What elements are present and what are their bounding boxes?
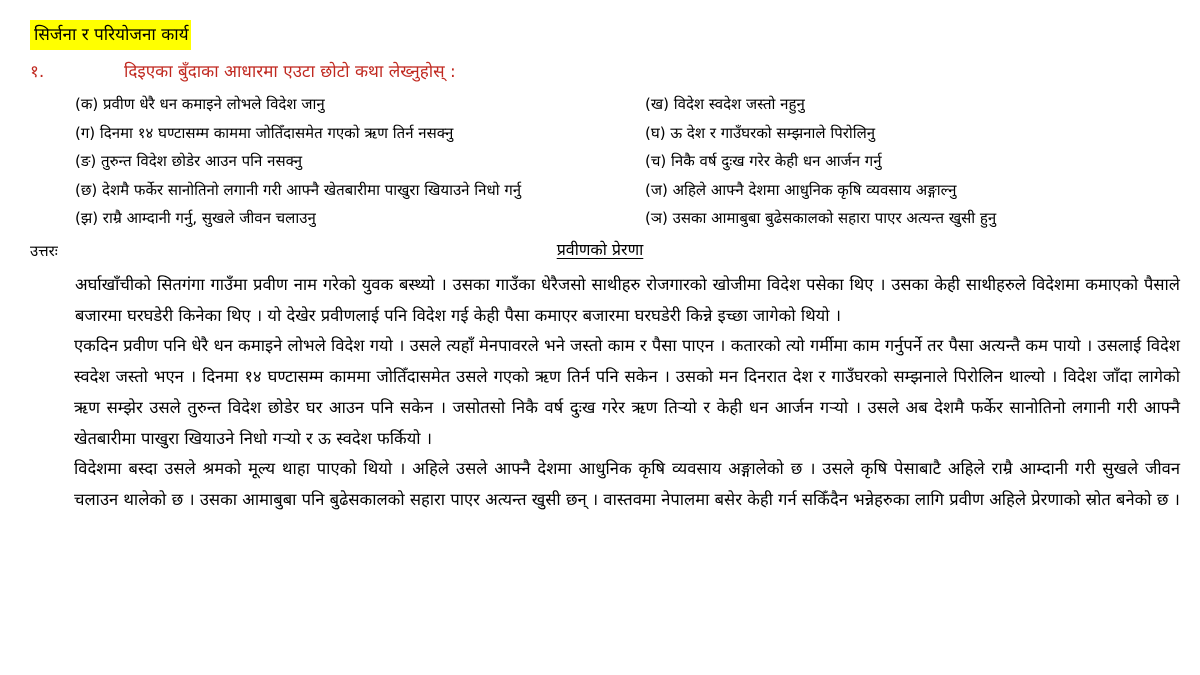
hint-item: (ग) दिनमा १४ घण्टासम्म काममा जोतिँदासमेत गएको ऋण तिर्न नसक्नु [75,123,454,142]
hint-item: (ङ) तुरुन्त विदेश छोडेर आउन पनि नसक्नु [75,152,303,170]
story-paragraph: विदेशमा बस्दा उसले श्रमको मूल्य थाहा पाएको थियो । अहिले उसले आफ्नै देशमा आधुनिक कृषि व्यवसाय अङ्गालेको छ । उसले कृषि पेसाबाटै अहिले राम्रै आम्दानी गरी सुखले जीवन चलाउन थालेको छ । उसका आमाबुबा पनि बुढेसकालको सहारा पाएर अत्यन्त खुसी छन् । वास्तवमा नेपालमा बसेर केही गर्न सकिँदैन भन्नेहरुका लागि प्रवीण अहिले प्रेरणाको स्रोत बनेको छ । [74,459,1180,509]
hint-row [75,90,1185,119]
story-title: प्रवीणको प्रेरणा [556,240,644,259]
question-text: दिइएका बुँदाका आधारमा एउटा छोटो कथा लेख्नुहोस् : [124,62,456,82]
hint-item: (ञ) उसका आमाबुबा बुढेसकालको सहारा पाएर अत्यन्त खुसी हुनु [645,209,997,227]
hint-item: (घ) ऊ देश र गाउँघरको सम्झनाले पिरोलिनु [645,123,876,142]
hint-item: (क) प्रवीण धेरै धन कमाइने लोभले विदेश जानु [75,95,325,113]
section-heading: सिर्जना र परियोजना कार्य [30,20,191,50]
hint-item: (ख) विदेश स्वदेश जस्तो नहुनु [645,95,805,113]
hint-item: (च) निकै वर्ष दुःख गरेर केही धन आर्जन गर्नु [645,152,882,170]
hint-row [75,119,1185,148]
hint-item: (छ) देशमै फर्केर सानोतिनो लगानी गरी आफ्नै खेतबारीमा पाखुरा खियाउने निधो गर्नु [75,180,522,199]
question-number: १. [30,62,45,82]
hint-row [75,176,1185,205]
story-paragraph: एकदिन प्रवीण पनि धेरै धन कमाइने लोभले विदेश गयो । उसले त्यहाँ मेनपावरले भने जस्तो काम र पैसा पाएन । कतारको त्यो गर्मीमा काम गर्नुपर्ने तर पैसा अत्यन्तै कम पायो । उसलाई विदेश स्वदेश जस्तो भएन । दिनमा १४ घण्टासम्म काममा जोतिँदासमेत उसले गएको ऋण तिर्न पनि सकेन । उसको मन दिनरात देश र गाउँघरको सम्झनाले पिरोलिन थाल्यो । विदेश जाँदा लागेको ऋण सम्झेर उसले तुरुन्त विदेश छोडेर घर आउन पनि सकेन । जसोतसो निकै वर्ष दुःख गरेर ऋण तिर्‍यो र केही धन आर्जन गर्‍यो । उसले अब देशमै फर्केर सानोतिनो लगानी गरी आफ्नै खेतबारीमा पाखुरा खियाउने निधो गर्‍यो र ऊ स्वदेश फर्कियो । [74,336,1180,448]
story-body [75,270,1180,516]
story-paragraph: अर्घाखाँचीको सितगंगा गाउँमा प्रवीण नाम गरेको युवक बस्थ्यो । उसका गाउँका धेरैजसो साथीहरु रोजगारको खोजीमा विदेश पसेका थिए । उसका केही साथीहरुले विदेशमा कमाएको पैसाले बजारमा घरघडेरी किनेका थिए । यो देखेर प्रवीणलाई पनि विदेश गई केही पैसा कमाएर बजारमा घरघडेरी किन्ने इच्छा जागेको थियो । [75,275,1180,325]
story-title-wrap [0,237,1200,263]
question-line [30,58,456,86]
hint-item: (झ) राम्रै आम्दानी गर्नु, सुखले जीवन चलाउनु [75,209,316,227]
answer-label: उत्तरः [30,242,58,260]
hint-row [75,147,1185,176]
hint-item: (ज) अहिले आफ्नै देशमा आधुनिक कृषि व्यवसाय अङ्गाल्नु [645,180,957,199]
hint-row [75,204,1185,233]
hint-list [75,90,1185,233]
